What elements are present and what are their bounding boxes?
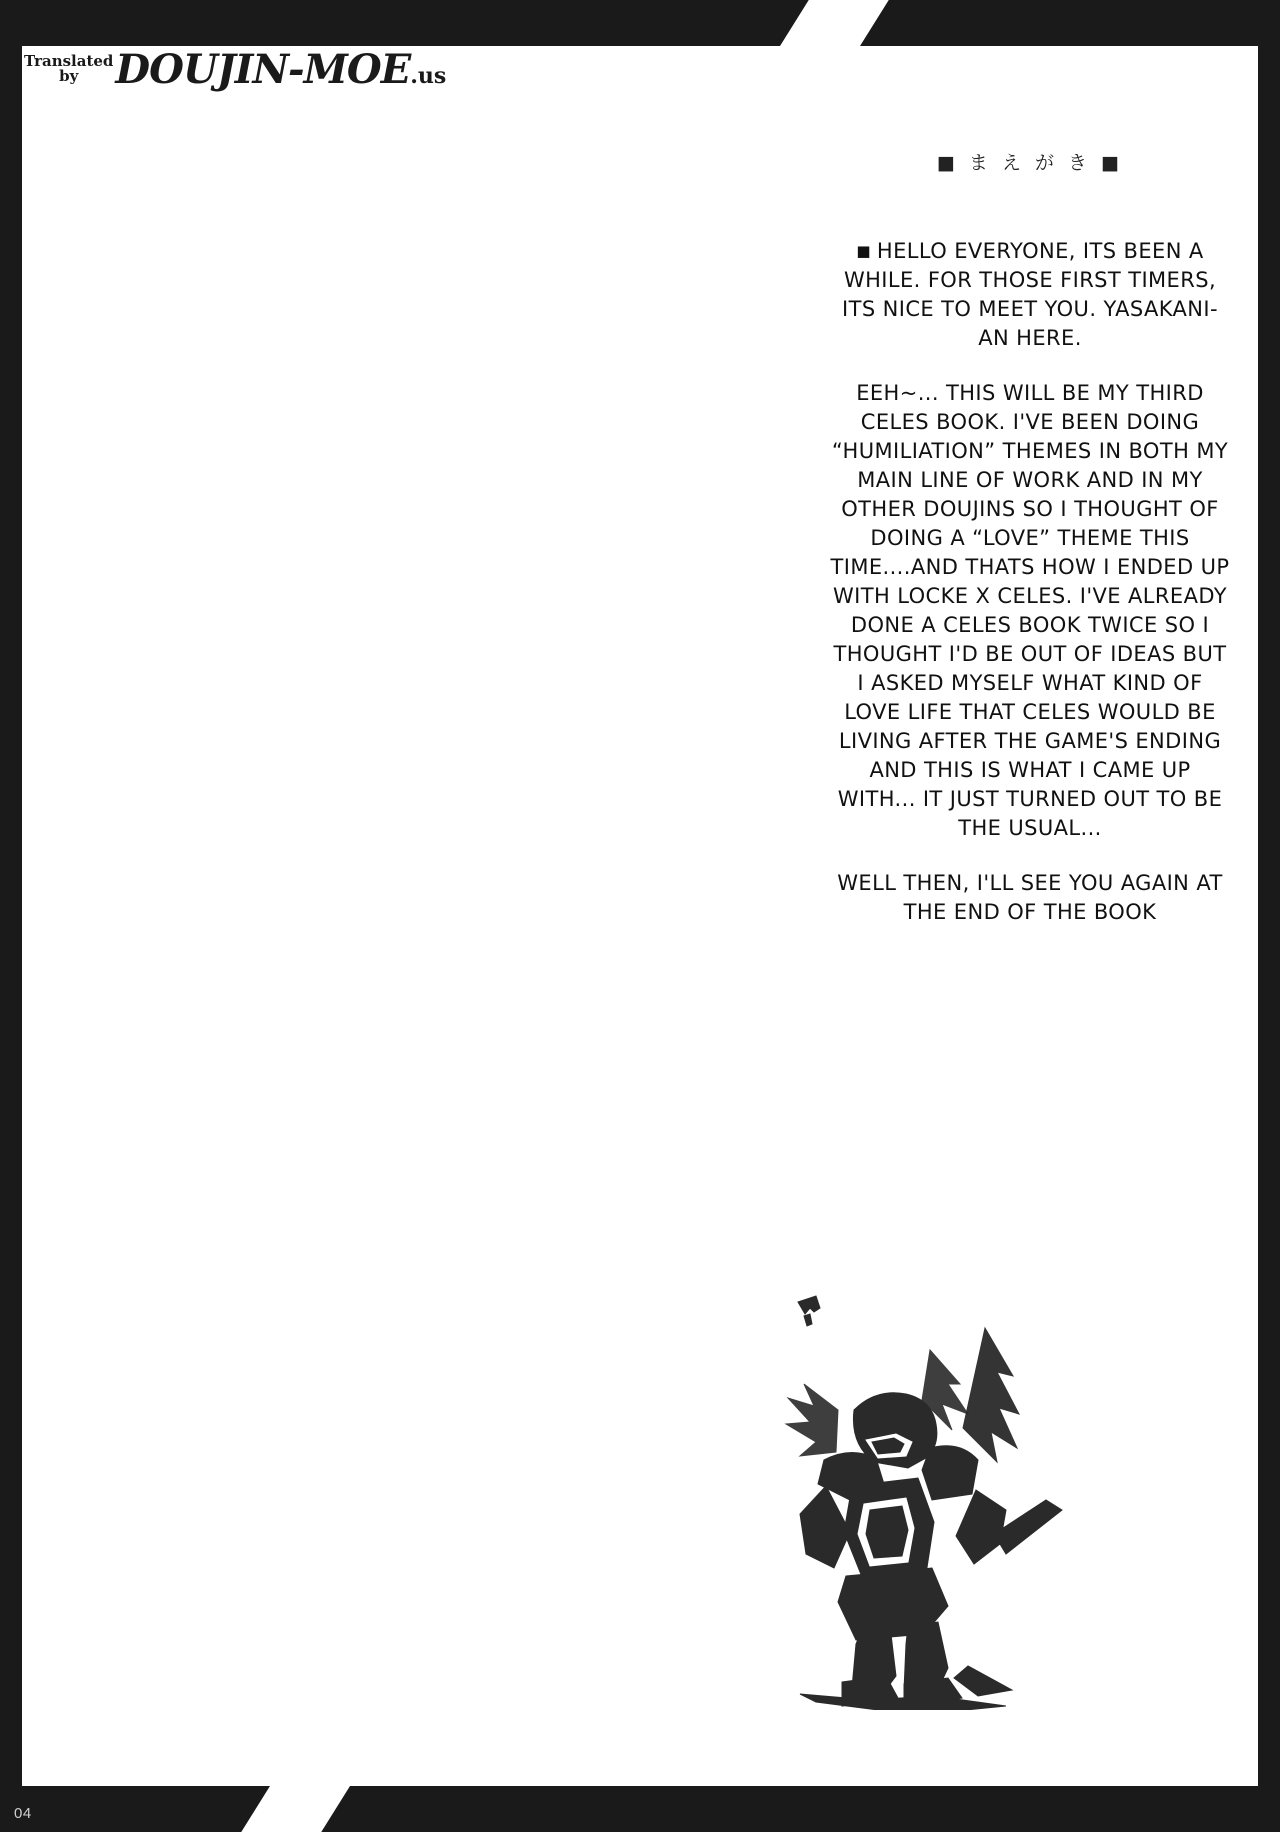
border-band-bottom	[0, 1786, 1280, 1832]
afterword-section	[830, 148, 1230, 927]
armored-knight-sketch-icon	[780, 1290, 1110, 1710]
translator-credit-tld: .us	[410, 63, 447, 89]
page-number: 04	[14, 1805, 32, 1822]
afterword-paragraph-2: EEH~... THIS WILL BE MY THIRD CELES BOOK. I'VE BEEN DOING “HUMILIATION” THEMES IN BOTH MY MAIN LINE OF WORK AND IN MY OTHER DOUJINS SO I THOUGHT OF DOING A “LOVE” THEME THIS TIME....AND THATS HOW I ENDED UP WITH LOCKE X CELES. I'VE ALREADY DONE A CELES BOOK TWICE SO I THOUGHT I'D BE OUT OF IDEAS BUT I ASKED MYSELF WHAT KIND OF LOVE LIFE THAT CELES WOULD BE LIVING AFTER THE GAME'S ENDING AND THIS IS WHAT I CAME UP WITH... IT JUST TURNED OUT TO BE THE USUAL...	[830, 381, 1230, 840]
translator-credit-name: DOUJIN-MOE	[115, 46, 411, 93]
afterword-bullet-icon: ■	[856, 242, 871, 260]
afterword-body	[830, 237, 1230, 927]
border-band-right	[1258, 0, 1280, 1832]
border-band-left	[0, 0, 22, 1832]
translator-credit	[24, 46, 447, 93]
afterword-paragraph-3: WELL THEN, I'LL SEE YOU AGAIN AT THE END OF THE BOOK	[837, 871, 1223, 924]
border-band-top	[0, 0, 1280, 46]
afterword-heading: ■ ま え が き ■	[936, 152, 1124, 174]
afterword-paragraph-1	[830, 237, 1230, 353]
translator-credit-line2: by	[59, 67, 79, 85]
afterword-paragraph-1-text: HELLO EVERYONE, ITS BEEN A WHILE. FOR THOSE FIRST TIMERS, ITS NICE TO MEET YOU. YASAKANI-AN HERE.	[842, 239, 1218, 350]
translator-credit-line1: Translated	[24, 52, 114, 70]
translator-credit-prefix	[24, 54, 113, 90]
